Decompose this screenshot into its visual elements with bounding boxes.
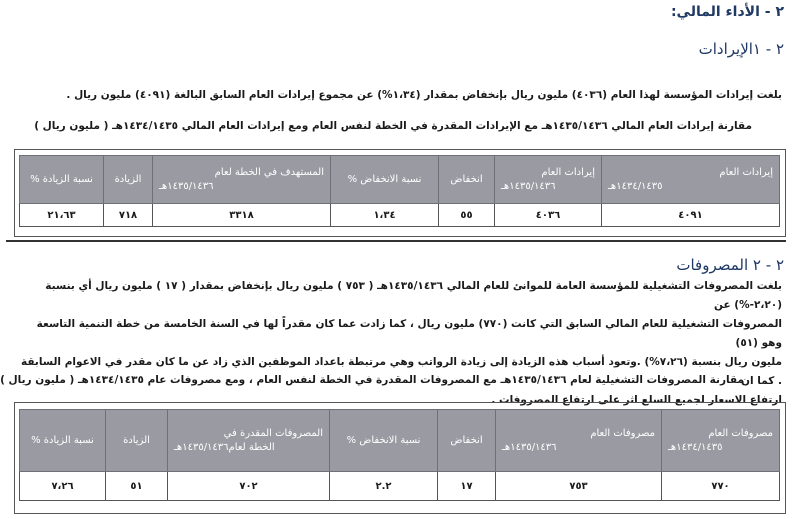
revenues-heading: ٢ - ١الإيرادات: [698, 40, 784, 58]
table-cell: ٧١٨: [104, 204, 153, 227]
revenues-paragraph: بلغت إيرادات المؤسسة لهذا العام (٤٠٣٦) مليون ريال بإنخفاض بمقدار (١،٣٤%) عن مجموع إيرادات العام السابق البالغة (٤٠٩١) مليون ريال .: [66, 89, 782, 101]
expenses-table: [19, 409, 780, 501]
revenues-header-increase: الزيادة: [104, 156, 153, 204]
table-cell: ١،٣٤: [331, 204, 439, 227]
expenses-header-planned: المصروفات المقدرة في الخطة لعام١٤٣٥/١٤٣٦هـ: [168, 410, 330, 472]
expenses-paragraph-line: مليون ريال بنسبة (٧،٢٦%) .وتعود أسباب هذه الزيادة إلى زيادة الرواتب وهي مرتبطة باعداد الموظفين الذي زاد عن ما كان مقدر في الاعوام السابقة . كما ان: [21, 356, 782, 387]
expenses-paragraph-line: ارتفاع الاسعار لجميع السلع اثر على ارتفاع المصروفات .: [491, 394, 782, 406]
expenses-paragraph: [14, 277, 782, 410]
table-cell: ٧٠٢: [168, 472, 330, 501]
revenues-header-decrease-pct: نسبة الانخفاض %: [331, 156, 439, 204]
revenues-header-prev-year: إيرادات العام ١٤٣٤/١٤٣٥هـ: [602, 156, 780, 204]
table-cell: ٢.٢: [330, 472, 438, 501]
table-cell: ٧،٢٦: [20, 472, 106, 501]
expenses-paragraph-line: المصروفات التشغيلية للعام المالي السابق التي كانت (٧٧٠) مليون ريال ، كما زادت عما كان مقدراً لها في السنة الخامسة من خطة التنمية التاسعة وهو (٥١): [36, 318, 782, 349]
table-cell: ٧٧٠: [662, 472, 780, 501]
table-row: [20, 204, 780, 227]
revenues-header-current-year: إيرادات العام ١٤٣٥/١٤٣٦هـ: [495, 156, 602, 204]
table-cell: ٤٠٩١: [602, 204, 780, 227]
expenses-header-decrease: انخفاض: [438, 410, 496, 472]
table-cell: ٥١: [106, 472, 168, 501]
table-cell: ٤٠٣٦: [495, 204, 602, 227]
revenues-header-target: المستهدف في الخطة لعام ١٤٣٥/١٤٣٦هـ: [153, 156, 331, 204]
revenues-table: [19, 155, 780, 227]
revenues-header-increase-pct: نسبة الزيادة %: [20, 156, 104, 204]
table-row: [20, 472, 780, 501]
expenses-header-current-year: مصروفات العام ١٤٣٥/١٤٣٦هـ: [496, 410, 662, 472]
table-cell: ٧٥٣: [496, 472, 662, 501]
expenses-header-increase-pct: نسبة الزيادة %: [20, 410, 106, 472]
table-cell: ١٧: [438, 472, 496, 501]
revenues-header-decrease: انخفاض: [439, 156, 495, 204]
revenues-table-caption: مقارنة إيرادات العام المالي ١٤٣٥/١٤٣٦هـ مع الإيرادات المقدرة في الخطة لنفس العام ومع إيرادات العام المالي ١٤٣٤/١٤٣٥هـ ( مليون ريال ): [34, 120, 752, 132]
section-divider: [6, 240, 786, 242]
section-title: ٢ - الأداء المالي:: [670, 4, 784, 20]
expenses-table-caption: مقارنة المصروفات التشغيلية لعام ١٤٣٥/١٤٣٦هـ مع المصروفات المقدرة في الخطة لنفس العام ، ومع مصروفات عام ١٤٣٤/١٤٣٥هـ ( مليون ريال ): [0, 374, 744, 386]
expenses-header-decrease-pct: نسبة الانخفاض %: [330, 410, 438, 472]
table-cell: ٢١،٦٣: [20, 204, 104, 227]
expenses-header-increase: الزيادة: [106, 410, 168, 472]
table-cell: ٥٥: [439, 204, 495, 227]
table-cell: ٣٣١٨: [153, 204, 331, 227]
expenses-paragraph-line: بلغت المصروفات التشغيلية للمؤسسة العامة للموانئ للعام المالي ١٤٣٥/١٤٣٦هـ ( ٧٥٣ ) مليون ريال بإنخفاض بمقدار ( ١٧ ) مليون ريال أي بنسبة (٢،٢٠-%) عن: [45, 280, 782, 311]
expenses-heading: ٢ - ٢ المصروفات: [676, 256, 784, 274]
expenses-header-prev-year: مصروفات العام ١٤٣٤/١٤٣٥هـ: [662, 410, 780, 472]
